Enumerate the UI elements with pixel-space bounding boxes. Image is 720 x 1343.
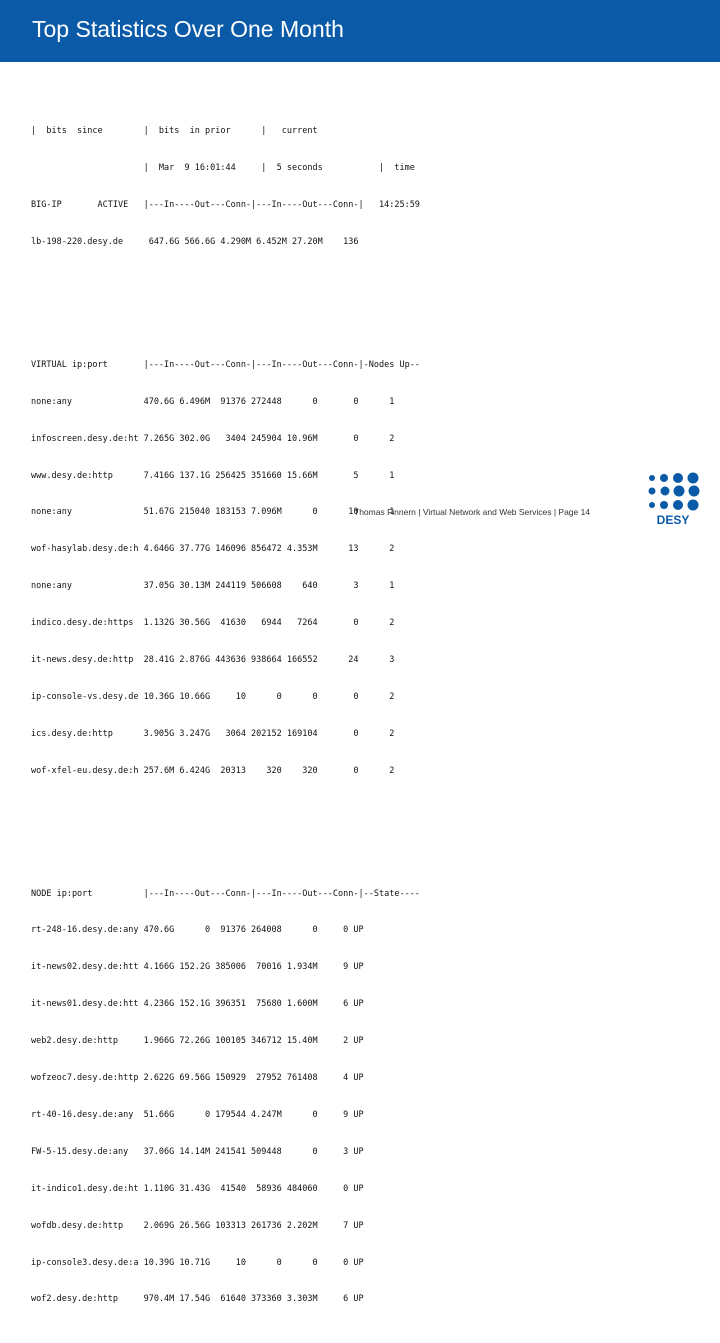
text-row: wofzeoc7.desy.de:http 2.622G 69.56G 150929 27952 761408 4 UP: [31, 1073, 364, 1084]
text-row: ip-console3.desy.de:a 10.39G 10.71G 10 0 0 0 UP: [31, 1257, 364, 1268]
slide-footer: Thomas Finnern | Virtual Network and Web Services | Page 14: [354, 507, 591, 517]
text-row: | Mar 9 16:01:44 | 5 seconds | time: [31, 163, 415, 174]
top-block: [31, 101, 671, 273]
text-row: none:any 37.05G 30.13M 244119 506608 640 3 1: [31, 581, 395, 592]
slide-title: Top Statistics Over One Month: [32, 16, 344, 42]
text-row: wof2.desy.de:http 970.4M 17.54G 61640 373360 3.303M 6 UP: [31, 1294, 364, 1305]
text-row: it-indico1.desy.de:ht 1.110G 31.43G 41540 58936 484060 0 UP: [31, 1183, 364, 1194]
statistics-output: [31, 76, 671, 1343]
text-row: rt-248-16.desy.de:any 470.6G 0 91376 264008 0 0 UP: [31, 925, 364, 936]
text-row: none:any 51.67G 215040 183153 7.096M 0 10 1: [31, 507, 395, 518]
text-row: wofdb.desy.de:http 2.069G 26.56G 103313 261736 2.202M 7 UP: [31, 1220, 364, 1231]
text-row: ics.desy.de:http 3.905G 3.247G 3064 202152 169104 0 2: [31, 728, 395, 739]
spacer: [31, 826, 671, 838]
text-row: it-news01.desy.de:htt 4.236G 152.1G 396351 75680 1.600M 6 UP: [31, 999, 364, 1010]
text-row: it-news02.desy.de:htt 4.166G 152.2G 385006 70016 1.934M 9 UP: [31, 962, 364, 973]
text-row: VIRTUAL ip:port |---In----Out---Conn-|---In----Out---Conn-|-Nodes Up--: [31, 359, 420, 370]
text-row: NODE ip:port |---In----Out---Conn-|---In----Out---Conn-|--State----: [31, 888, 420, 899]
svg-text:DESY: DESY: [656, 513, 690, 527]
text-row: none:any 470.6G 6.496M 91376 272448 0 0 1: [31, 396, 395, 407]
text-row: infoscreen.desy.de:ht 7.265G 302.0G 3404 245904 10.96M 0 2: [31, 433, 395, 444]
text-row: www.desy.de:http 7.416G 137.1G 256425 351660 15.66M 5 1: [31, 470, 395, 481]
node-block: [31, 863, 671, 1330]
virtual-block: [31, 334, 671, 801]
text-row: lb-198-220.desy.de 647.6G 566.6G 4.290M 6.452M 27.20M 136: [31, 236, 359, 247]
text-row: | bits since | bits in prior | current: [31, 126, 318, 137]
text-row: wof-xfel-eu.desy.de:h 257.6M 6.424G 20313 320 320 0 2: [31, 765, 395, 776]
text-row: it-news.desy.de:http 28.41G 2.876G 443636 938664 166552 24 3: [31, 654, 395, 665]
text-row: web2.desy.de:http 1.966G 72.26G 100105 346712 15.40M 2 UP: [31, 1036, 364, 1047]
text-row: indico.desy.de:https 1.132G 30.56G 41630 6944 7264 0 2: [31, 618, 395, 629]
text-row: FW-5-15.desy.de:any 37.06G 14.14M 241541 509448 0 3 UP: [31, 1146, 364, 1157]
text-row: rt-40-16.desy.de:any 51.66G 0 179544 4.247M 0 9 UP: [31, 1109, 364, 1120]
slide-header: [0, 0, 720, 62]
spacer: [31, 297, 671, 309]
text-row: BIG-IP ACTIVE |---In----Out---Conn-|---In----Out---Conn-| 14:25:59: [31, 199, 420, 210]
text-row: wof-hasylab.desy.de:h 4.646G 37.77G 146096 856472 4.353M 13 2: [31, 544, 395, 555]
text-row: ip-console-vs.desy.de 10.36G 10.66G 10 0 0 0 2: [31, 691, 395, 702]
desy-logo-icon: [642, 472, 704, 528]
